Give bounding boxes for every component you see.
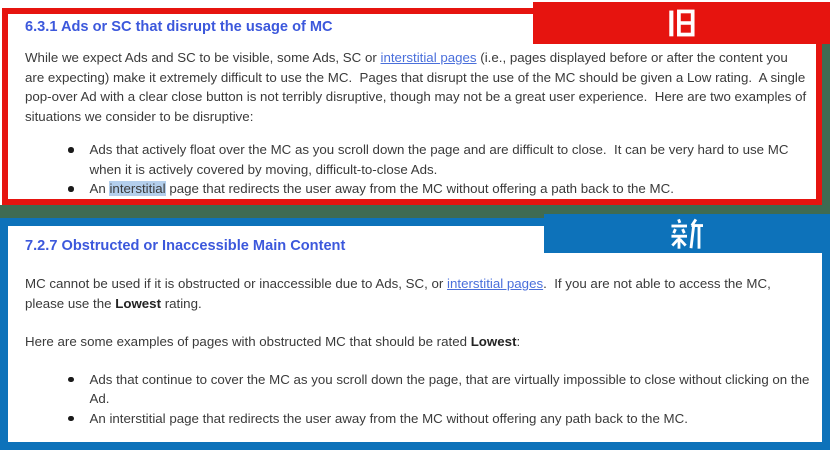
backdrop-strip-right [822, 44, 830, 205]
list-item [68, 409, 812, 429]
text-segment: (i.e., pages displayed before or after the content you are expecting) make it extremely difficult to use the MC. Pages that disrupt the use of the MC should be given a Low rating. A single pop-over Ad with a clear close button is not terribly disruptive, though may not be a great user experience. Here are two examples of situations we consider to be disruptive: [25, 50, 810, 124]
bullet-text [90, 370, 813, 409]
old-section-paragraph [25, 48, 808, 126]
text-segment: Lowest [115, 295, 162, 311]
list-item [68, 370, 812, 409]
text-segment: Here are some examples of pages with obstructed MC that should be rated [25, 334, 471, 349]
list-item [68, 140, 808, 179]
bullet-dot-icon [68, 186, 74, 192]
text-segment: Ads that actively float over the MC as you scroll down the page and are difficult to close. It can be very hard to use MC when it is actively covered by moving, difficult-to-close Ads. [89, 142, 793, 177]
text-segment: . If you are not able to access the MC, please use the [25, 276, 775, 311]
old-bullet-list [68, 140, 808, 199]
kanji-new-icon [669, 218, 705, 250]
highlighted-word: interstitial [109, 181, 166, 196]
bullet-text [90, 140, 809, 179]
text-segment: An interstitial page that redirects the user away from the MC without offering any path back to the MC. [89, 410, 688, 426]
text-segment: An [89, 181, 110, 196]
new-version-tag [544, 214, 830, 253]
text-segment: Lowest [470, 334, 517, 349]
new-section-paragraph-2 [25, 332, 812, 352]
new-bullet-list [68, 370, 812, 429]
text-segment: Ads that continue to cover the MC as you scroll down the page, that are virtually impossible to close without clicking on the Ad. [89, 371, 813, 406]
bullet-dot-icon [68, 377, 74, 383]
text-segment: MC cannot be used if it is obstructed or inaccessible due to Ads, SC, or [25, 276, 448, 291]
kanji-old-icon [665, 7, 699, 39]
text-segment: rating. [161, 295, 202, 311]
new-guideline-content [8, 226, 822, 428]
bullet-dot-icon [68, 147, 74, 153]
text-segment: : [516, 334, 521, 349]
text-segment: page that redirects the user away from the MC without offering a path back to the MC. [165, 181, 674, 196]
old-version-tag [533, 2, 830, 44]
list-item [68, 179, 808, 199]
old-section-heading: 6.3.1 Ads or SC that disrupt the usage of MC [25, 19, 333, 35]
interstitial-pages-link[interactable]: interstitial pages [447, 276, 544, 291]
bullet-dot-icon [68, 416, 74, 422]
text-segment: While we expect Ads and SC to be visible, some Ads, SC or [25, 50, 381, 65]
interstitial-pages-link[interactable]: interstitial pages [380, 50, 477, 65]
bullet-text [90, 409, 813, 429]
bullet-text [90, 179, 809, 199]
new-section-paragraph-1 [25, 274, 812, 313]
new-section-heading: 7.2.7 Obstructed or Inaccessible Main Content [25, 238, 346, 254]
